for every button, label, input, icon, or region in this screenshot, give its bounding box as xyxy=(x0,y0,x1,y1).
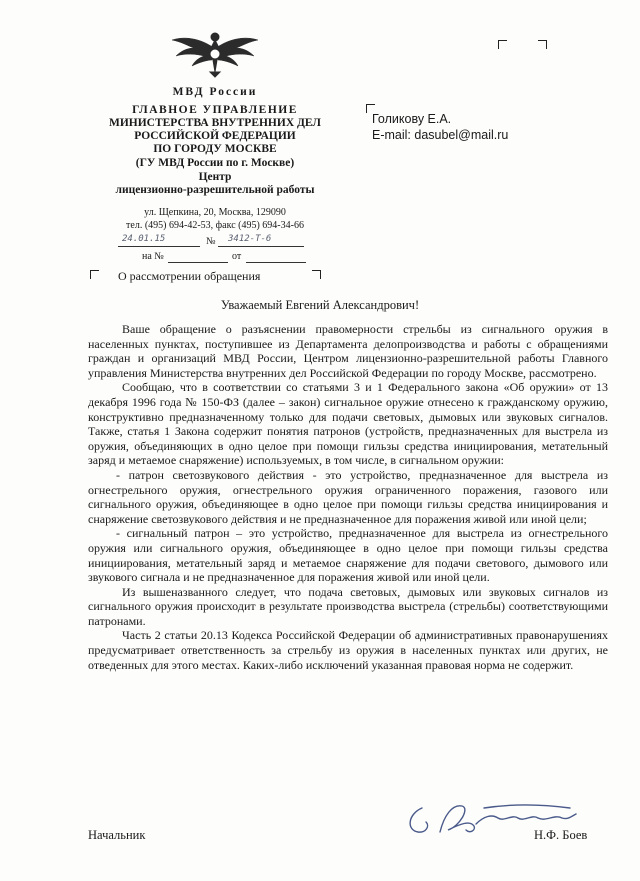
corner-mark xyxy=(498,40,507,49)
org-line: МИНИСТЕРСТВА ВНУТРЕННИХ ДЕЛ xyxy=(108,117,322,129)
corner-mark xyxy=(90,270,99,279)
eagle-emblem-icon xyxy=(170,26,260,78)
reg-no-label: № xyxy=(206,236,216,247)
paragraph: Часть 2 статьи 20.13 Кодекса Российской Федерации об административных правонарушениях предусматривает ответственность за стрельбу из оружия в населенных пунктах или других, не отведенных для этого местах. Каких-либо исключений указанная правовая норма не содержит. xyxy=(88,628,608,672)
org-line: ГЛАВНОЕ УПРАВЛЕНИЕ xyxy=(132,104,298,116)
reg-line xyxy=(118,234,318,248)
signatory-position: Начальник xyxy=(88,828,146,842)
paragraph: - сигнальный патрон – это устройство, предназначенное для выстрела из огнестрельного оружия или сигнального оружия, объединяющее в одно целое при помощи гильзы средства инициирования, метательный заряд и метаемое снаряжение для подачи светового, дымового или звукового сигнала и не предназначенное для поражения живой или иной цели. xyxy=(88,526,608,585)
paragraph: Ваше обращение о разъяснении правомерности стрельбы из сигнального оружия в населенных пунктах, поступившее из Департамента делопроизводства и работы с обращениями граждан и организаций МВД России, Центром лицензионно-разрешительной работы Главного управления Министерства внутренних дел Российской Федерации по городу Москве, рассмотрено. xyxy=(88,322,608,380)
letter-body xyxy=(88,322,608,672)
org-line: РОССИЙСКОЙ ФЕДЕРАЦИИ xyxy=(134,130,296,142)
subject-line: О рассмотрении обращения xyxy=(118,269,261,283)
salutation: Уважаемый Евгений Александрович! xyxy=(220,298,420,312)
org-abbreviation: (ГУ МВД России по г. Москве) xyxy=(135,157,295,169)
ministry-short: МВД России xyxy=(172,86,258,98)
paragraph: - патрон светозвукового действия - это устройство, предназначенное для выстрела из огнестрельного оружия, огнестрельного оружия ограниченного поражения, газового или сигнального оружия, объединяющее в одно целое при помощи гильзы средства инициирования и снаряжение светозвукового действия и не предназначенное для поражения живой или иной цели; xyxy=(88,467,608,526)
reg-date: 24.01.15 xyxy=(122,234,166,244)
ref-on-label: на № xyxy=(142,251,164,262)
corner-mark xyxy=(312,270,321,279)
paragraph: Из вышеназванного следует, что подача световых, дымовых или звуковых сигналов из сигнального оружия происходит в результате производства выстрела (стрельбы) соответствующими патронами. xyxy=(88,584,608,628)
phone: тел. (495) 694-42-53, факс (495) 694-34-66 xyxy=(126,220,304,231)
recipient-email: E-mail: dasubel@mail.ru xyxy=(372,128,509,142)
address: ул. Щепкина, 20, Москва, 129090 xyxy=(144,207,286,218)
org-line: ПО ГОРОДУ МОСКВЕ xyxy=(153,143,277,155)
paragraph: Сообщаю, что в соответствии со статьями 3 и 1 Федерального закона «Об оружии» от 13 декабря 1996 года № 150-ФЗ (далее – закон) сигнальное оружие отнесено к гражданскому оружию, конструктивно предназначенному только для подачи световых, дымовых или звуковых сигналов. Также, статья 1 Закона содержит понятия патронов (устройств, предназначенных для выстрела из оружия, объединяющих в одно целое при помощи гильзы средства инициирования, метательный заряд и метаемое снаряжение) используемых, в том числе, в сигнальном оружии: xyxy=(88,380,608,468)
center-line: Центр xyxy=(198,171,232,183)
signatory-name: Н.Ф. Боев xyxy=(534,828,588,842)
center-line: лицензионно-разрешительной работы xyxy=(115,184,315,196)
corner-mark xyxy=(538,40,547,49)
reference-line xyxy=(118,250,318,264)
reg-number: 3412-Т-6 xyxy=(228,234,272,244)
recipient-name: Голикову Е.А. xyxy=(372,112,452,126)
ref-from-label: от xyxy=(232,251,242,262)
